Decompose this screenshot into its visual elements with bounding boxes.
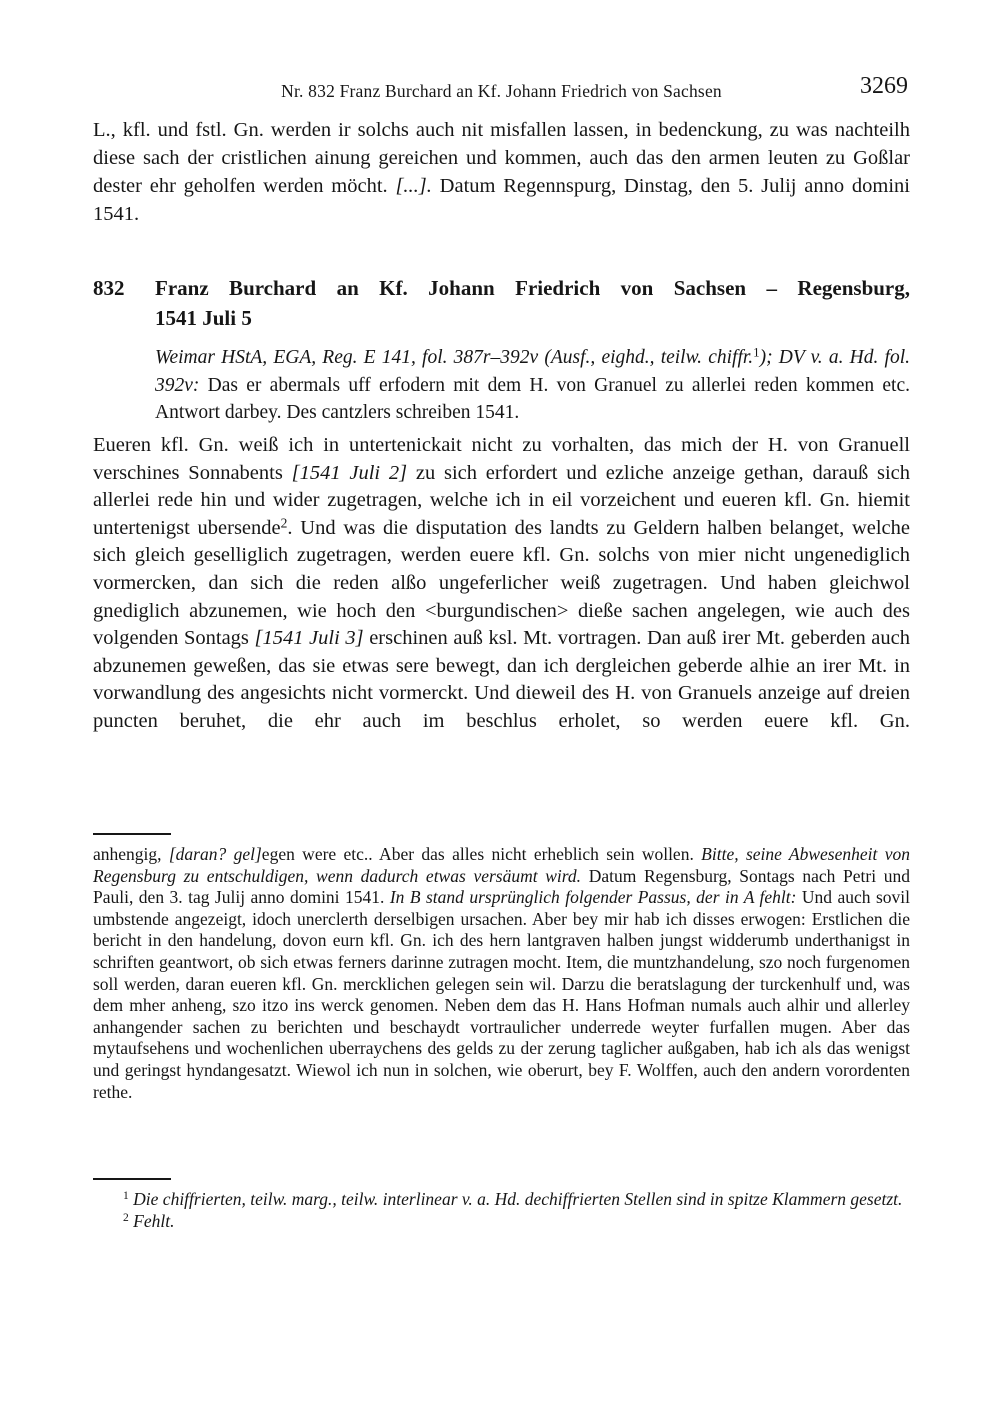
footnote-separator-rule (93, 1178, 171, 1180)
entry-heading (93, 273, 910, 333)
apparatus-separator-rule (93, 833, 171, 835)
entry-number: 832 (93, 276, 125, 300)
text-run: 2 (123, 1212, 129, 1225)
text-run: [1541 Juli 3] (254, 627, 364, 650)
entry-title-line-2: 1541 Juli 5 (155, 306, 252, 330)
text-run: Das er abermals uff erfodern mit dem H. von Granuel zu allerlei reden kommen etc. Antwort darbey. Des cantzlers schreiben 1541. (155, 374, 910, 423)
intro-paragraph (93, 116, 910, 228)
running-header-title: Nr. 832 Franz Burchard an Kf. Johann Friedrich von Sachsen (281, 81, 722, 101)
text-run: anhengig, (93, 844, 169, 864)
text-run: [daran? gel] (168, 844, 262, 864)
letter-body (93, 432, 910, 736)
text-run: 1 (123, 1190, 129, 1203)
text-run: egen were etc.. Aber das alles nicht erheblich sein wollen. (261, 844, 702, 864)
text-run: Weimar HStA, EGA, Reg. E 141, fol. 387r–392v (Ausf., eighd., teilw. chiffr. (155, 347, 754, 368)
apparatus-block (93, 844, 910, 1103)
entry-title (155, 273, 910, 333)
footnotes (93, 1188, 910, 1232)
text-run: 2 (280, 515, 288, 531)
text-run: Bitte, seine Abwesenheit von Regensburg zu entschuldigen, wenn dadurch etwas versäumt wird. (93, 844, 910, 886)
running-header (93, 73, 910, 102)
footnote-item (93, 1188, 910, 1210)
text-run: Die chiffrierten, teilw. marg., teilw. interlinear v. a. Hd. dechiffrierten Stellen sind in spitze Klammern gesetzt. (128, 1189, 903, 1209)
text-run: [...]. (395, 175, 432, 197)
text-run: Und auch sovil umbstende angezeigt, idoch unerclerth derselbigen ursachen. Aber bey mir hab ich disses erwogen: Erstlichen die bericht in den handelung, dovon eurn kfl. Gn. ich des hern lantgraven halben jungst widderumb underthanigst in schriften geantwort, ob sich etwas ferners darinne zutragen mocht. Item, die muntzhandelung, szo noch furgenomen soll werden, daran eueren kfl. Gn. mercklichen gelegen sein wil. Darzu die beratslagung der turckenhulf und, was dem mher anheng, szo itzo ins werck genomen. Neben dem das H. Hans Hofman numals auch alhir und allerley anhangender sachen zu berichten und beschaydt vortraulicher underrede weyter furfallen mugen. Aber das mytaufsehens und wochenlichen uberraychens des gelds zu der zerung taglicher außgaben, hab ich als das wenigst und geringst hyndangesatzt. Wiewol ich nun in solchen, wie oberurt, bey F. Wolffen, auch den andern vorordenten rethe. (93, 887, 910, 1102)
text-run: Fehlt. (128, 1211, 175, 1231)
text-run: Datum Regennspurg, Dinstag, den 5. Julij anno domini 1541. (93, 175, 910, 225)
footnote-item (93, 1210, 910, 1232)
text-run: ); DV v. a. Hd. fol. 392v: (155, 347, 910, 396)
text-run: zu sich erfordert und ezliche anzeige gethan, darauß sich allerlei rede hin und wider zugetragen, welche ich in eil vorzeichent und eueren kfl. Gn. hiemit untertenigst ubersende (93, 461, 911, 539)
page-number: 3269 (860, 73, 908, 99)
text-run: [1541 Juli 2] (291, 461, 408, 484)
text-run: L., kfl. und fstl. Gn. werden ir solchs auch nit misfallen lassen, in bedenckung, zu was nachteilh diese sach der cristlichen ainung gereichen und kommen, auch das den armen leuten zu Goßlar dester ehr geholfen werden möcht. (93, 119, 910, 197)
text-run: Eueren kfl. Gn. weiß ich in untertenickait nicht zu vorhalten, das mich der H. von Granuell verschines Sonnabents (93, 434, 910, 484)
text-run: Datum Regensburg, Sontags nach Petri und Pauli, den 3. tag Julij anno domini 1541. (93, 865, 910, 908)
text-run: . Und was die disputation des landts zu Geldern halben belanget, welche sich gleich geselliglich zugetragen, werden euere kfl. Gn. solchs von mier nicht ungenediglich vormercken, dan sich die reden alßo ungeferlicher weiß zugetragen. Und haben gleichwol gnediglich abzunemen, wie hoch den <burgundischen> dieße sachen angelegen, wie auch des volgenden Sontags (93, 516, 910, 650)
text-run: erschinen auß ksl. Mt. vortragen. Dan auß irer Mt. geberden auch abzunemen geweßen, das sie etwas sere bewegt, dan ich dergleichen geberde alhie an irer Mt. in vorwandlung des angesichts nicht vormerckt. Und dieweil des H. von Granuels anzeige auf dreien puncten beruhet, die ehr auch im beschlus erholet, so werden euere kfl. Gn. (93, 627, 910, 732)
entry-title-line-1: Franz Burchard an Kf. Johann Friedrich von Sachsen – Regensburg, (155, 276, 910, 300)
text-run: 1 (753, 345, 760, 360)
source-note (155, 344, 910, 427)
text-run: In B stand ursprünglich folgender Passus, der in A fehlt: (389, 887, 797, 908)
